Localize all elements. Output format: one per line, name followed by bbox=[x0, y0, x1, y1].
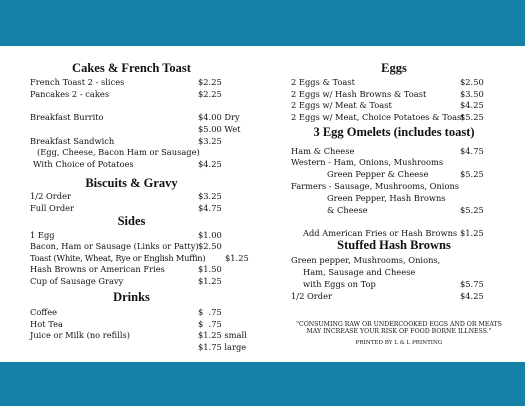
item-label: Coffee bbox=[30, 307, 58, 317]
item-price: $4.25 bbox=[460, 100, 484, 110]
top-banner bbox=[0, 0, 525, 46]
item-label: Pancakes 2 - cakes bbox=[30, 89, 110, 99]
item-price: $1.75 large bbox=[198, 342, 247, 352]
item-price: $1.25 bbox=[225, 253, 249, 263]
heading-drinks: Drinks bbox=[113, 290, 150, 304]
item-label: Hot Tea bbox=[30, 319, 63, 329]
item-price: $1.00 bbox=[198, 230, 222, 240]
item-label: 2 Eggs & Toast bbox=[291, 77, 355, 87]
item-price: $4.75 bbox=[460, 146, 484, 156]
item-price: $1.25 bbox=[198, 276, 222, 286]
item-price: $ .75 bbox=[198, 319, 222, 329]
item-price: $2.50 bbox=[198, 241, 222, 251]
item-label: Hash Browns or American Fries bbox=[30, 264, 165, 274]
item-label: Toast (White, Wheat, Rye or English Muffin) bbox=[30, 253, 206, 263]
item-price: $4.25 bbox=[198, 159, 222, 169]
item-price: $5.75 bbox=[460, 279, 484, 289]
item-label: 2 Eggs w/ Meat & Toast bbox=[291, 100, 392, 110]
warning-line-1: "CONSUMING RAW OR UNDERCOOKED EGGS AND OR MEATS bbox=[296, 321, 502, 328]
item-label: 2 Eggs w/ Meat, Choice Potatoes & Toast bbox=[291, 112, 465, 122]
item-label: Cup of Sausage Gravy bbox=[30, 276, 124, 286]
item-price: $5.25 bbox=[460, 169, 484, 179]
item-price: $3.25 bbox=[198, 136, 222, 146]
heading-eggs: Eggs bbox=[381, 61, 407, 75]
heading-biscuits: Biscuits & Gravy bbox=[85, 176, 178, 190]
item-price: $1.25 small bbox=[198, 330, 247, 340]
item-price: $4.75 bbox=[198, 203, 222, 213]
item-price: $2.25 bbox=[198, 77, 222, 87]
item-price: $5.25 bbox=[460, 205, 484, 215]
item-label: Green Pepper & Cheese bbox=[327, 169, 429, 179]
heading-sides: Sides bbox=[117, 214, 146, 228]
item-price: $2.50 bbox=[460, 77, 484, 87]
heading-cakes: Cakes & French Toast bbox=[72, 61, 191, 75]
item-label: 1 Egg bbox=[30, 230, 55, 240]
item-label: 1/2 Order bbox=[30, 191, 71, 201]
item-label: French Toast 2 - slices bbox=[30, 77, 125, 87]
item-price: $4.00 Dry bbox=[198, 112, 240, 122]
item-label: 1/2 Order bbox=[291, 291, 332, 301]
item-label: With Choice of Potatoes bbox=[33, 159, 134, 169]
item-price: $4.25 bbox=[460, 291, 484, 301]
item-label: Green Pepper, Hash Browns bbox=[327, 193, 446, 203]
printed-by: PRINTED BY L & L PRINTING bbox=[355, 340, 443, 346]
heading-stuffed: Stuffed Hash Browns bbox=[337, 238, 451, 252]
item-label: with Eggs on Top bbox=[303, 279, 376, 289]
item-price: $1.25 bbox=[460, 228, 484, 238]
item-label: Ham, Sausage and Cheese bbox=[303, 267, 416, 277]
item-label: 2 Eggs w/ Hash Browns & Toast bbox=[291, 89, 427, 99]
heading-omelets: 3 Egg Omelets (includes toast) bbox=[313, 125, 475, 139]
item-price: $5.25 bbox=[460, 112, 484, 122]
item-label: Breakfast Sandwich bbox=[30, 136, 115, 146]
item-label: Juice or Milk (no refills) bbox=[30, 330, 131, 340]
item-label: Breakfast Burrito bbox=[30, 112, 104, 122]
item-detail-text: (Egg, Cheese, Bacon Ham or Sausage) bbox=[37, 147, 200, 157]
item-label: Western - Ham, Onions, Mushrooms bbox=[291, 157, 444, 167]
warning-line-2: MAY INCREASE YOUR RISK OF FOOD BORNE ILLNESS." bbox=[306, 328, 492, 335]
item-price: $3.50 bbox=[460, 89, 484, 99]
item-label: Full Order bbox=[30, 203, 75, 213]
bottom-banner bbox=[0, 362, 525, 406]
item-price: $1.50 bbox=[198, 264, 222, 274]
item-label: & Cheese bbox=[327, 205, 368, 215]
item-price: $2.25 bbox=[198, 89, 222, 99]
item-price: $ .75 bbox=[198, 307, 222, 317]
item-label: Bacon, Ham or Sausage (Links or Patty) bbox=[30, 241, 199, 251]
item-price: $3.25 bbox=[198, 191, 222, 201]
item-label: Ham & Cheese bbox=[291, 146, 355, 156]
item-price: $5.00 Wet bbox=[198, 124, 241, 134]
item-label: Farmers - Sausage, Mushrooms, Onions bbox=[291, 181, 460, 191]
item-label: Green pepper, Mushrooms, Onions, bbox=[291, 255, 441, 265]
item-label: Add American Fries or Hash Browns bbox=[303, 228, 458, 238]
